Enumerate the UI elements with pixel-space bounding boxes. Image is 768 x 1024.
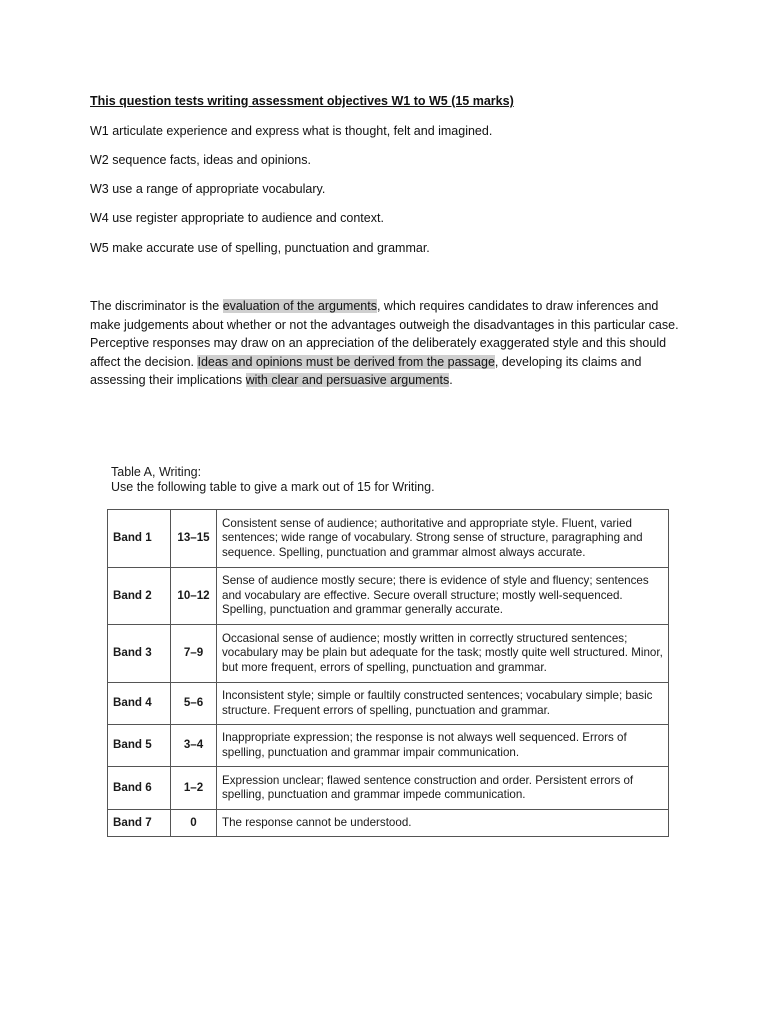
- table-row: [108, 810, 669, 837]
- paragraph-text: , which requires candidates to draw inferences and make judgements about whether or not the advantages outweigh the disadvantages in this particular case. Perceptive responses may draw on an appreciation of the deliberately exaggerated style and this should affect the decision.: [90, 299, 679, 369]
- discriminator-paragraph: [90, 297, 680, 390]
- band-descriptor: Inappropriate expression; the response is not always well sequenced. Errors of spelling, punctuation and grammar impair communication.: [217, 725, 669, 767]
- objective-w3: W3 use a range of appropriate vocabulary.: [90, 182, 326, 196]
- highlight-ideas: Ideas and opinions must be derived from the passage: [197, 354, 495, 369]
- table-row: [108, 568, 669, 625]
- band-label: Band 4: [108, 683, 171, 725]
- objective-w4: W4 use register appropriate to audience and context.: [90, 211, 384, 225]
- marking-table: [107, 509, 669, 837]
- table-row: [108, 683, 669, 725]
- table-subtitle: Use the following table to give a mark out of 15 for Writing.: [111, 480, 435, 494]
- question-heading: This question tests writing assessment objectives W1 to W5 (15 marks): [90, 94, 514, 108]
- objective-w2: W2 sequence facts, ideas and opinions.: [90, 153, 311, 167]
- mark-range: 1–2: [171, 767, 217, 810]
- band-descriptor: Consistent sense of audience; authoritative and appropriate style. Fluent, varied sentences; wide range of vocabulary. Strong sense of structure, paragraphing and sequence. Spelling, punctuation and grammar almost always accurate.: [217, 510, 669, 568]
- band-label: Band 6: [108, 767, 171, 810]
- mark-range: 7–9: [171, 625, 217, 683]
- band-label: Band 1: [108, 510, 171, 568]
- objective-w1: W1 articulate experience and express what is thought, felt and imagined.: [90, 124, 493, 138]
- table-row: [108, 725, 669, 767]
- table-row: [108, 510, 669, 568]
- table-title: Table A, Writing:: [111, 465, 202, 479]
- band-label: Band 2: [108, 568, 171, 625]
- band-label: Band 3: [108, 625, 171, 683]
- table-row: [108, 625, 669, 683]
- mark-range: 3–4: [171, 725, 217, 767]
- table-row: [108, 767, 669, 810]
- band-label: Band 5: [108, 725, 171, 767]
- mark-range: 13–15: [171, 510, 217, 568]
- mark-range: 0: [171, 810, 217, 837]
- mark-range: 5–6: [171, 683, 217, 725]
- band-label: Band 7: [108, 810, 171, 837]
- table-caption: [111, 465, 435, 495]
- band-descriptor: Expression unclear; flawed sentence construction and order. Persistent errors of spelling, punctuation and grammar impede communication.: [217, 767, 669, 810]
- paragraph-text: .: [449, 373, 453, 387]
- highlight-evaluation: evaluation of the arguments: [222, 299, 377, 313]
- band-descriptor: The response cannot be understood.: [217, 810, 669, 837]
- band-descriptor: Sense of audience mostly secure; there is evidence of style and fluency; sentences and vocabulary are effective. Secure overall structure; mostly well-sequenced. Spelling, punctuation and grammar generally accurate.: [217, 568, 669, 625]
- paragraph-text: , developing its claims and assessing their implications: [90, 354, 642, 387]
- mark-range: 10–12: [171, 568, 217, 625]
- band-descriptor: Inconsistent style; simple or faultily constructed sentences; vocabulary simple; basic structure. Frequent errors of spelling, punctuation and grammar.: [217, 683, 669, 725]
- band-descriptor: Occasional sense of audience; mostly written in correctly structured sentences; vocabulary may be plain but adequate for the task; mostly quite well structured. Minor, but more frequent, errors of spelling, punctuation and grammar.: [217, 625, 669, 683]
- highlight-arguments: with clear and persuasive arguments: [245, 373, 450, 387]
- paragraph-text: The discriminator is the: [90, 299, 223, 313]
- objective-w5: W5 make accurate use of spelling, punctuation and grammar.: [90, 241, 430, 255]
